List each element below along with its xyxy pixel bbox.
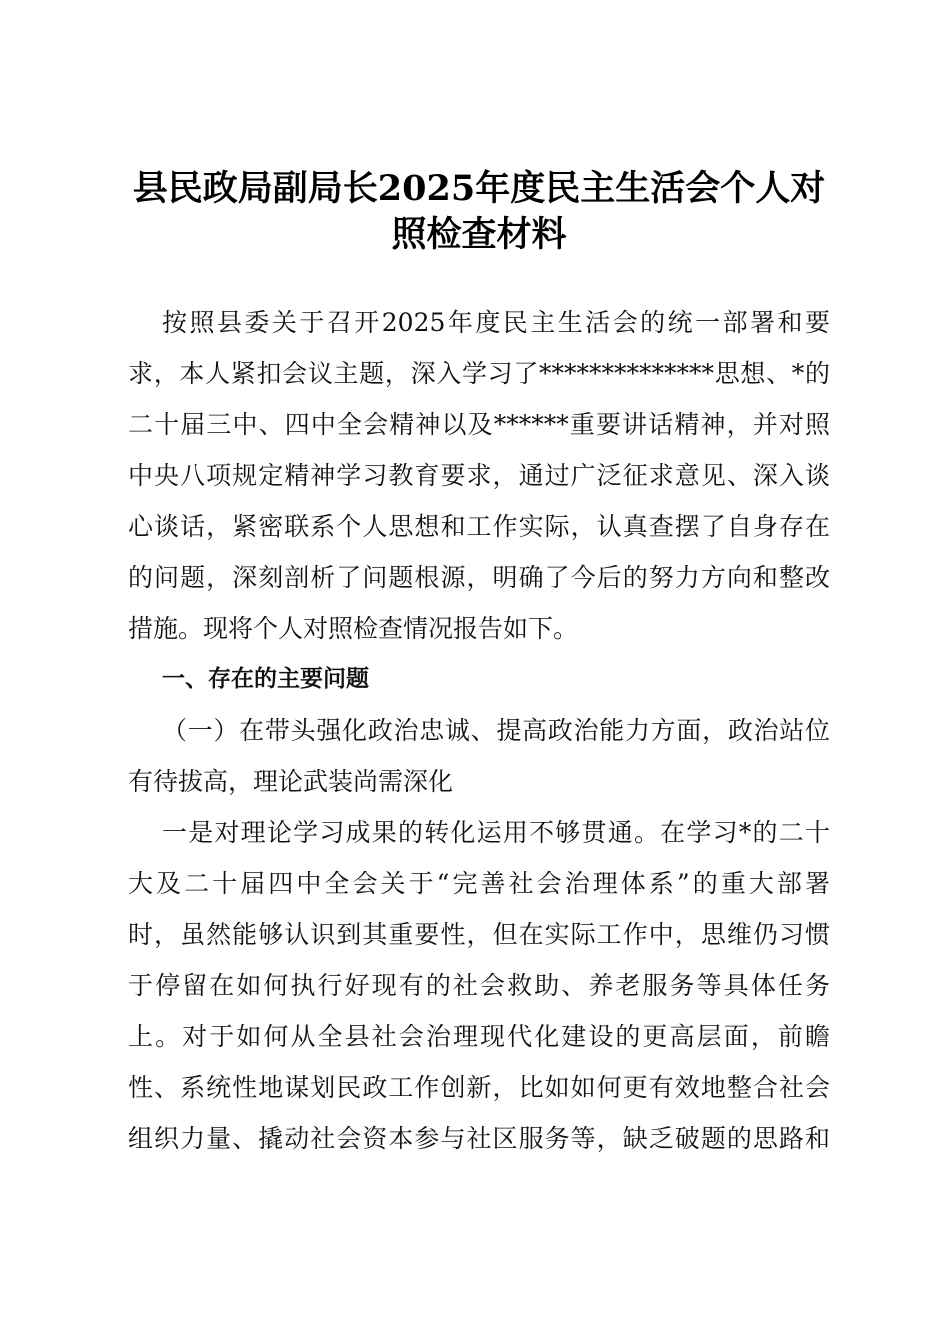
paragraph-line: 于停留在如何执行好现有的社会救助、养老服务等具体任务	[128, 971, 830, 1000]
paragraph-line: 二十届三中、四中全会精神以及******重要讲话精神，并对照	[128, 410, 830, 439]
paragraph-line: 大及二十届四中全会关于“完善社会治理体系”的重大部署	[128, 869, 830, 898]
subsection-line: 有待拔高，理论武装尚需深化	[128, 767, 454, 796]
paragraph-line: 的问题，深刻剖析了问题根源，明确了今后的努力方向和整改	[128, 563, 830, 592]
subsection-heading	[128, 709, 830, 811]
paragraph-line: 组织力量、撬动社会资本参与社区服务等，缺乏破题的思路和	[128, 1124, 830, 1153]
paragraph-line: 中央八项规定精神学习教育要求，通过广泛征求意见、深入谈	[128, 461, 830, 490]
subsection-line: （一）在带头强化政治忠诚、提高政治能力方面，政治站位	[162, 716, 830, 745]
section-heading: 一、存在的主要问题	[162, 666, 369, 692]
document-body	[128, 301, 830, 1168]
paragraph-line: 求，本人紧扣会议主题，深入学习了**************思想、*的	[128, 359, 830, 388]
title-line-2: 照检查材料	[391, 214, 567, 255]
paragraph-line: 心谈话，紧密联系个人思想和工作实际，认真查摆了自身存在	[128, 512, 830, 541]
paragraph-line: 按照县委关于召开2025年度民主生活会的统一部署和要	[162, 308, 830, 337]
paragraph-line: 措施。现将个人对照检查情况报告如下。	[128, 614, 579, 643]
paragraph-line: 上。对于如何从全县社会治理现代化建设的更高层面，前瞻	[128, 1022, 830, 1051]
paragraph-line: 一是对理论学习成果的转化运用不够贯通。在学习*的二十	[162, 818, 830, 847]
title-line-1: 县民政局副局长2025年度民主生活会个人对	[132, 168, 826, 209]
intro-paragraph	[128, 301, 830, 658]
point-paragraph	[128, 811, 830, 1168]
document-title	[128, 166, 830, 258]
paragraph-line: 性、系统性地谋划民政工作创新，比如如何更有效地整合社会	[128, 1073, 830, 1102]
paragraph-line: 时，虽然能够认识到其重要性，但在实际工作中，思维仍习惯	[128, 920, 830, 949]
